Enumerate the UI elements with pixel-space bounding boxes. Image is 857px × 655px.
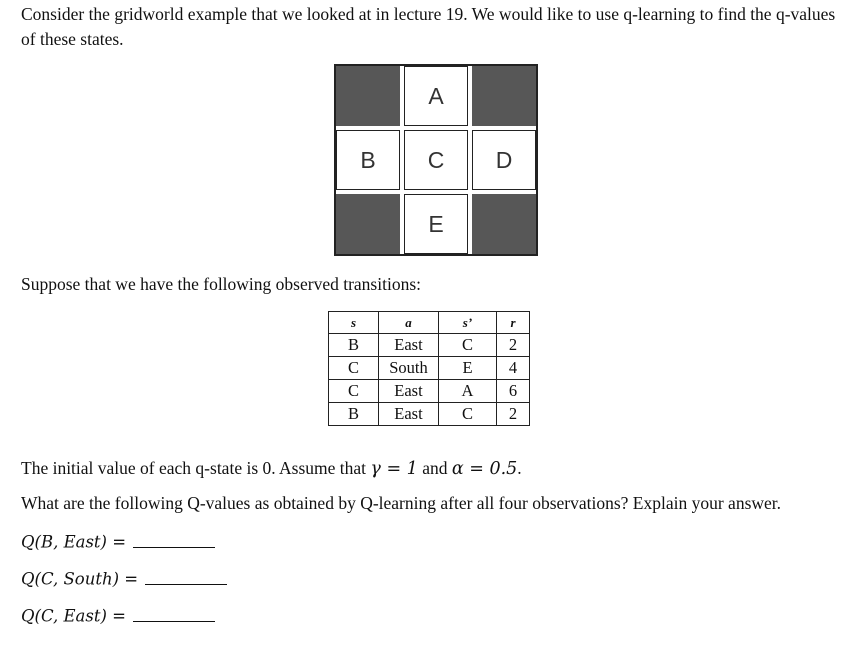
- cell-r: 4: [497, 357, 530, 380]
- cell-a: East: [379, 403, 439, 426]
- cell-s-prime: A: [439, 380, 497, 403]
- answer-equals: =: [119, 569, 144, 589]
- answer-equals: =: [106, 606, 132, 626]
- grid-cell: [336, 66, 400, 126]
- cell-s: B: [329, 334, 379, 357]
- initial-suffix: .: [517, 458, 522, 478]
- question-text: What are the following Q-values as obtained by Q-learning after all four observations? Explain your answer.: [21, 493, 782, 513]
- cell-s-prime: E: [439, 357, 497, 380]
- gridworld-diagram: [334, 64, 538, 256]
- answer-label: Q(C, South): [21, 569, 120, 589]
- cell-s: C: [329, 357, 379, 380]
- cell-a: East: [379, 380, 439, 403]
- cell-s-prime: C: [439, 334, 497, 357]
- header-r: r: [497, 312, 530, 334]
- answer-equals: =: [107, 532, 132, 552]
- intro-paragraph: Consider the gridworld example that we looked at in lecture 19. We would like to use q-learning to find the q-values of these states.: [21, 4, 836, 49]
- answer-line: [21, 567, 227, 589]
- grid-cell: [472, 194, 536, 254]
- transitions-table: [328, 311, 530, 426]
- gamma-expression: γ = 1: [370, 459, 418, 479]
- header-s-prime: s’: [439, 312, 497, 334]
- answer-line: [21, 604, 215, 626]
- grid-cell-d: D: [472, 130, 536, 190]
- cell-r: 2: [497, 334, 530, 357]
- alpha-expression: α = 0.5: [451, 459, 518, 479]
- cell-a: East: [379, 334, 439, 357]
- cell-s-prime: C: [439, 403, 497, 426]
- answer-blank[interactable]: [133, 530, 215, 548]
- grid-cell: [336, 194, 400, 254]
- initial-statement: [21, 458, 522, 479]
- initial-prefix: The initial value of each q-state is 0. Assume that: [21, 458, 371, 478]
- table-row: [329, 334, 530, 357]
- answer-blank[interactable]: [145, 567, 227, 585]
- answer-blank[interactable]: [133, 604, 215, 622]
- answer-line: [21, 530, 215, 552]
- grid-cell-c: C: [404, 130, 468, 190]
- header-a: a: [379, 312, 439, 334]
- grid-cell-a: A: [404, 66, 468, 126]
- answer-label: Q(C, East): [21, 606, 107, 626]
- grid-cell-e: E: [404, 194, 468, 254]
- transitions-intro: Suppose that we have the following observed transitions:: [21, 274, 421, 294]
- cell-s: C: [329, 380, 379, 403]
- table-row: [329, 357, 530, 380]
- grid-cell: [472, 66, 536, 126]
- answer-label: Q(B, East): [21, 532, 107, 552]
- cell-r: 2: [497, 403, 530, 426]
- table-row: [329, 403, 530, 426]
- table-row: [329, 380, 530, 403]
- cell-r: 6: [497, 380, 530, 403]
- table-header-row: [329, 312, 530, 334]
- grid-cell-b: B: [336, 130, 400, 190]
- cell-a: South: [379, 357, 439, 380]
- cell-s: B: [329, 403, 379, 426]
- header-s: s: [329, 312, 379, 334]
- initial-middle: and: [417, 458, 452, 478]
